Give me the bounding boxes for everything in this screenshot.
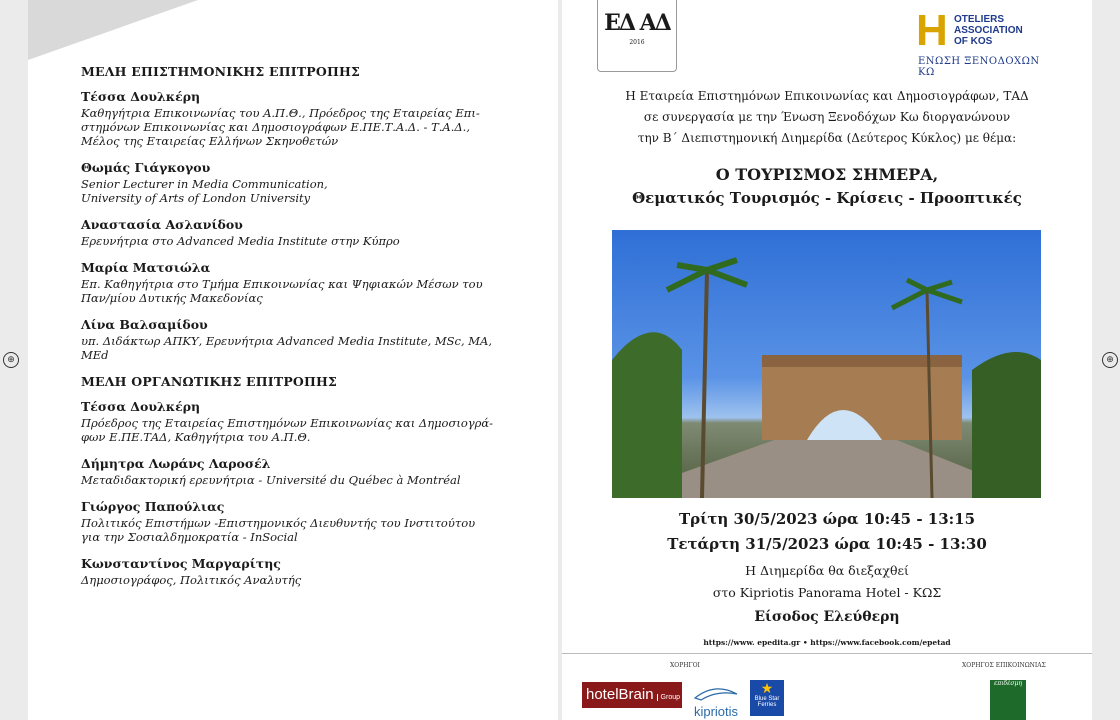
epetad-logo xyxy=(597,0,677,72)
member-name: Τέσσα Δουλκέρη xyxy=(81,399,201,414)
member-role: Επ. Καθηγήτρια στο Τμήμα Επικοινωνίας και Ψηφιακών Μέσων του Παν/μίου Δυτικής Μακεδονίας xyxy=(81,277,483,305)
member-name: Γιώργος Παπούλιας xyxy=(81,499,225,514)
right-page xyxy=(562,0,1092,720)
venue-photo xyxy=(612,230,1041,498)
intro-text: Η Εταιρεία Επιστημόνων Επικοινωνίας και Δημοσιογράφων, ΤΑΔ σε συνεργασία με την Ένωση Ξενοδόχων Κω διοργανώνουν την Β΄ Διεπιστημονική Διημερίδα (Δεύτερος Κύκλος) με θέμα: xyxy=(625,89,1029,145)
bluestar-logo: ★ Blue Star Ferries xyxy=(750,680,784,716)
comm-sponsor-label: ΧΟΡΗΓΟΣ ΕΠΙΚΟΙΝΩΝΙΑΣ xyxy=(962,662,1046,669)
star-icon: ★ xyxy=(760,680,774,696)
member-name: Θωμάς Γιάγκογου xyxy=(81,160,211,175)
member-name: Αναστασία Ασλανίδου xyxy=(81,217,243,232)
event-title: Ο ΤΟΥΡΙΣΜΟΣ ΣΗΜΕΡΑ, xyxy=(715,165,939,184)
member-name: Τέσσα Δουλκέρη xyxy=(81,89,201,104)
hotelbrain-logo: hotelBrain Group xyxy=(582,682,682,708)
kipriotis-logo: kipriotis xyxy=(687,680,745,720)
divider xyxy=(562,653,1092,654)
committee-member xyxy=(81,499,511,544)
epetad-monogram: ΕΔ ΑΔ xyxy=(604,10,670,36)
member-role: Μεταδιδακτορική ερευνήτρια - Université du Québec à Montréal xyxy=(81,473,461,487)
hoteliers-subtitle: ΕΝΩΣΗ ΞΕΝΟΔΟΧΩΝ ΚΩ xyxy=(918,56,1040,78)
event-subtitle: Θεματικός Τουρισμός - Κρίσεις - Προοπτικές xyxy=(632,189,1022,207)
website-links[interactable]: https://www. epedita.gr • https://www.facebook.com/epetad xyxy=(703,638,951,647)
member-role: Πρόεδρος της Εταιρείας Επιστημόνων Επικοινωνίας και Δημοσιογρά- φων Ε.ΠΕ.ΤΑΔ, Καθηγήτρια του Α.Π.Θ. xyxy=(81,416,494,444)
registration-mark-icon: ⊕ xyxy=(3,352,19,368)
date-day-two: Τετάρτη 31/5/2023 ώρα 10:45 - 13:30 xyxy=(667,535,987,553)
venue-line-two: στο Kipriotis Panorama Hotel - ΚΩΣ xyxy=(712,585,942,600)
committee-member xyxy=(81,556,511,587)
member-role: Senior Lecturer in Media Communication, University of Arts of London University xyxy=(81,177,328,205)
member-role: Ερευνήτρια στο Advanced Media Institute στην Κύπρο xyxy=(81,234,400,248)
organizing-committee-list xyxy=(81,399,511,587)
comm-sponsor-logo: επιδέσμη xyxy=(990,680,1026,720)
scientific-committee-title: ΜΕΛΗ ΕΠΙΣΤΗΜΟΝΙΚΗΣ ΕΠΙΤΡΟΠΗΣ xyxy=(81,64,361,79)
left-page xyxy=(28,0,558,720)
date-day-one: Τρίτη 30/5/2023 ώρα 10:45 - 13:15 xyxy=(678,510,976,528)
dolphin-icon xyxy=(687,680,745,704)
committee-member xyxy=(81,456,511,487)
committee-member xyxy=(81,399,511,444)
registration-mark-icon: ⊕ xyxy=(1102,352,1118,368)
member-name: Μαρία Ματσιώλα xyxy=(81,260,211,275)
committees-column xyxy=(81,64,511,599)
committee-member xyxy=(81,317,511,362)
arch-bridge-illustration xyxy=(612,230,1041,498)
free-entry: Είσοδος Ελεύθερη xyxy=(754,609,900,625)
hoteliers-name: OTELIERS ASSOCIATION OF KOS xyxy=(954,14,1023,47)
committee-member xyxy=(81,260,511,305)
sponsors-label: ΧΟΡΗΓΟΙ xyxy=(670,662,700,669)
corner-decoration xyxy=(28,0,198,60)
member-role: Πολιτικός Επιστήμων -Επιστημονικός Διευθυντής του Ινστιτούτου για την Σοσιαλδημοκρατία - InSocial xyxy=(81,516,476,544)
member-role: υπ. Διδάκτωρ ΑΠΚΥ, Ερευνήτρια Advanced Media Institute, MSc, MA, MEd xyxy=(81,334,493,362)
epetad-year: 2016 xyxy=(629,39,645,46)
member-name: Κωνσταντίνος Μαργαρίτης xyxy=(81,556,281,571)
hoteliers-association-logo xyxy=(914,0,1060,78)
member-role: Καθηγήτρια Επικοινωνίας του Α.Π.Θ., Πρόεδρος της Εταιρείας Επι- στημόνων Επικοινωνίας και Δημοσιογράφων Ε.ΠΕ.Τ.Α.Δ. - Τ.Α.Δ., Μέλος της Εταιρείας Ελλήνων Σκηνοθετών xyxy=(81,106,480,148)
committee-member xyxy=(81,160,511,205)
scientific-committee-list xyxy=(81,89,511,362)
member-name: Λίνα Βαλσαμίδου xyxy=(81,317,208,332)
organizing-committee-title: ΜΕΛΗ ΟΡΓΑΝΩΤΙΚΗΣ ΕΠΙΤΡΟΠΗΣ xyxy=(81,374,338,389)
member-role: Δημοσιογράφος, Πολιτικός Αναλυτής xyxy=(81,573,302,587)
venue-line-one: Η Διημερίδα θα διεξαχθεί xyxy=(745,563,909,578)
committee-member xyxy=(81,217,511,248)
committee-member xyxy=(81,89,511,148)
member-name: Δήμητρα Λωράνς Λαροσέλ xyxy=(81,456,271,471)
hoteliers-h-icon: H xyxy=(916,6,948,55)
